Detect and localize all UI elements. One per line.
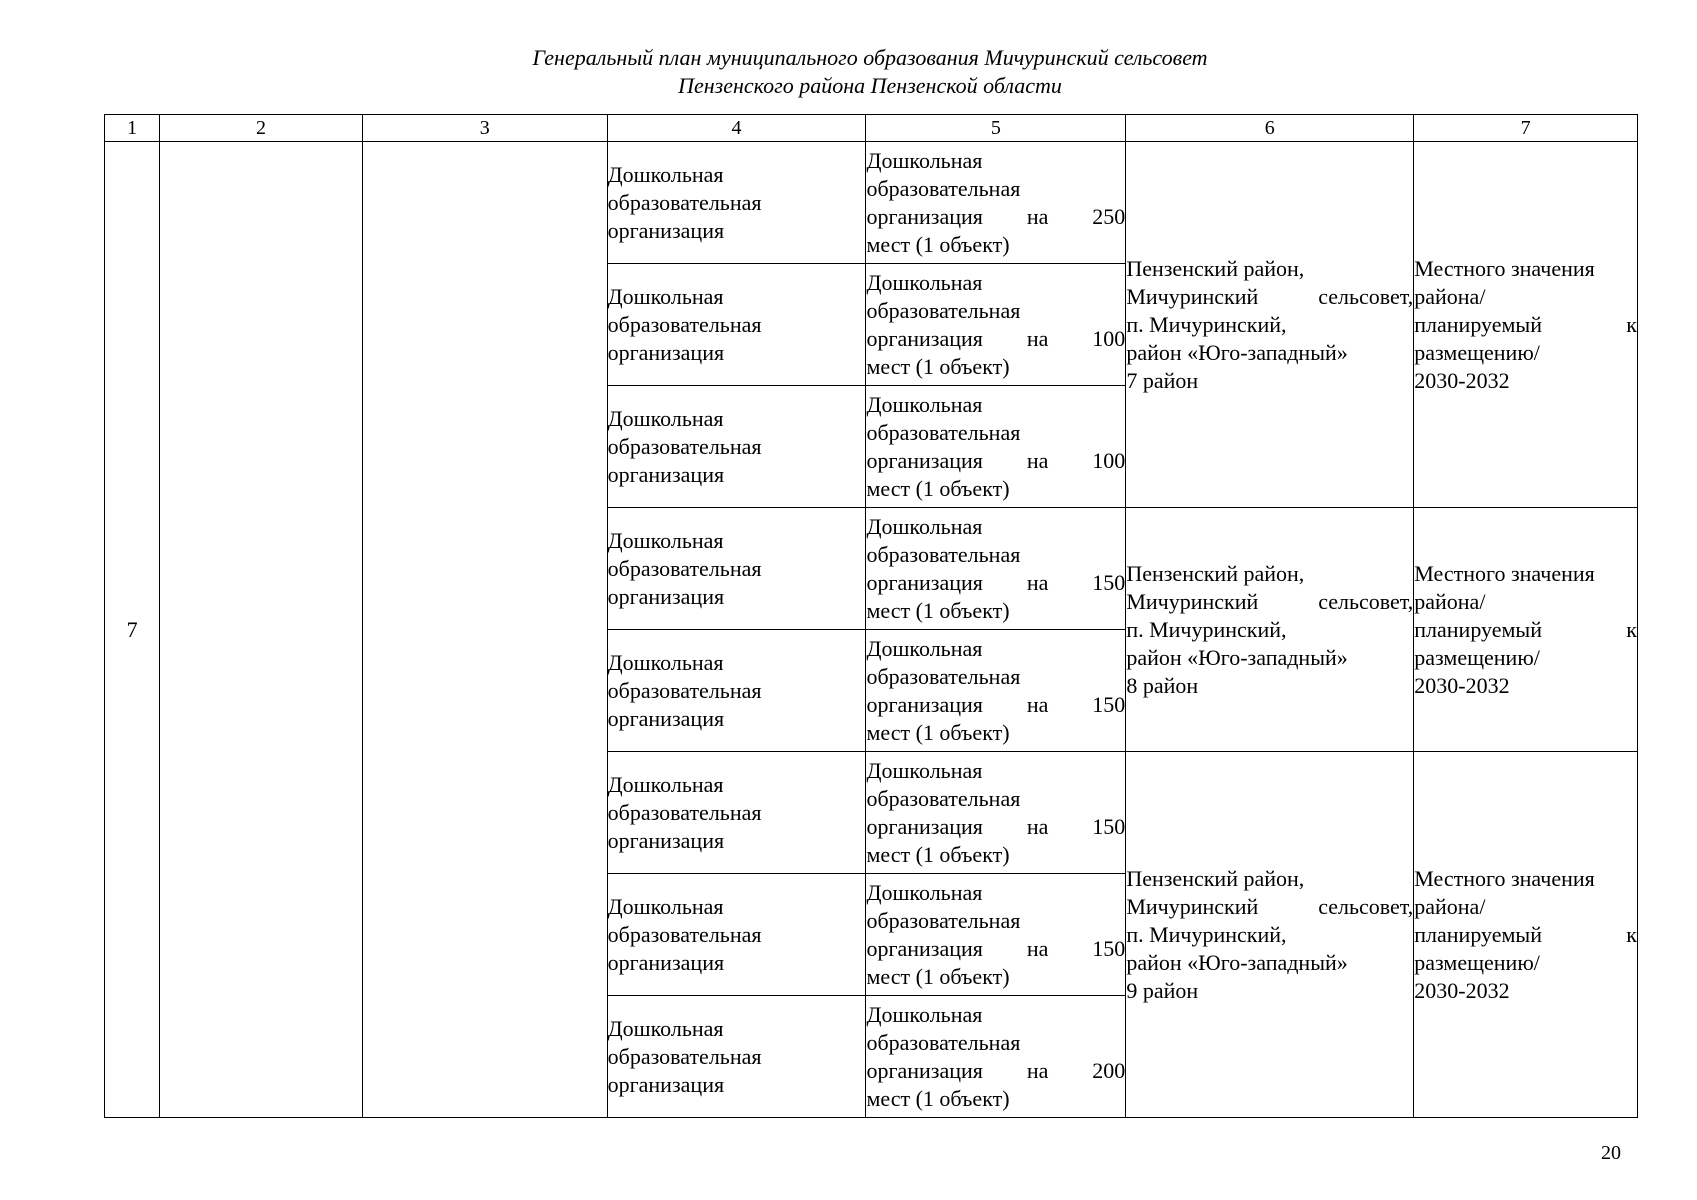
capacity-value-line [866, 1057, 1125, 1085]
capacity-line: образовательная [866, 297, 1021, 323]
status-line: 2030-2032 [1414, 672, 1510, 698]
object-capacity-cell [866, 142, 1126, 264]
status-line: района/ [1414, 893, 1486, 919]
location-cell [1126, 752, 1414, 1118]
object-name-line: образовательная [607, 921, 762, 947]
status-cell [1414, 142, 1638, 508]
object-name-line: образовательная [607, 189, 762, 215]
object-name-line: организация [607, 583, 725, 609]
capacity-value: 100 [1092, 325, 1126, 351]
status-line: размещению/ [1414, 339, 1540, 365]
capacity-value-line [866, 569, 1125, 597]
capacity-word: на [1026, 691, 1049, 717]
object-name-line: организация [607, 949, 725, 975]
object-name-line: организация [607, 827, 725, 853]
capacity-word: организация [866, 569, 983, 595]
object-name-line: организация [607, 339, 725, 365]
header-line-2: Пензенского района Пензенской области [678, 73, 1062, 98]
capacity-line: образовательная [866, 1029, 1021, 1055]
capacity-word: организация [866, 325, 983, 351]
capacity-value: 200 [1092, 1057, 1126, 1083]
capacity-value-line [866, 325, 1125, 353]
capacity-word: на [1026, 935, 1049, 961]
object-name-line: организация [607, 461, 725, 487]
capacity-word: на [1026, 325, 1049, 351]
capacity-tail: мест (1 объект) [866, 841, 1010, 867]
location-line: 8 район [1126, 672, 1199, 698]
location-cell [1126, 508, 1414, 752]
capacity-tail: мест (1 объект) [866, 963, 1010, 989]
object-capacity-cell [866, 752, 1126, 874]
location-line: район «Юго-западный» [1126, 339, 1348, 365]
location-word: Мичуринский [1126, 283, 1259, 309]
location-word: Мичуринский [1126, 588, 1259, 614]
status-word: к [1626, 616, 1637, 642]
status-line: района/ [1414, 588, 1486, 614]
capacity-value-line [866, 447, 1125, 475]
object-name-cell [607, 630, 866, 752]
capacity-tail: мест (1 объект) [866, 597, 1010, 623]
object-name-line: Дошкольная [607, 893, 724, 919]
column-number: 5 [866, 115, 1126, 142]
object-name-line: Дошкольная [607, 405, 724, 431]
location-line [1126, 893, 1413, 921]
location-word: сельсовет, [1318, 283, 1414, 309]
object-name-line: организация [607, 705, 725, 731]
object-name-cell [607, 264, 866, 386]
capacity-value: 150 [1092, 813, 1126, 839]
location-line: Пензенский район, [1126, 865, 1305, 891]
location-word: сельсовет, [1318, 588, 1414, 614]
object-name-line: образовательная [607, 555, 762, 581]
location-line: район «Юго-западный» [1126, 949, 1348, 975]
capacity-line: Дошкольная [866, 513, 983, 539]
capacity-line: Дошкольная [866, 757, 983, 783]
capacity-word: на [1026, 569, 1049, 595]
plan-table [104, 114, 1638, 1118]
capacity-value: 250 [1092, 203, 1126, 229]
status-word: планируемый [1414, 616, 1542, 642]
table-body [105, 142, 1638, 1118]
capacity-word: на [1026, 813, 1049, 839]
capacity-line: Дошкольная [866, 879, 983, 905]
capacity-line: Дошкольная [866, 147, 983, 173]
capacity-tail: мест (1 объект) [866, 353, 1010, 379]
empty-cell-col3 [362, 142, 607, 1118]
status-cell [1414, 752, 1638, 1118]
table-row [105, 142, 1638, 264]
location-line: Пензенский район, [1126, 255, 1305, 281]
capacity-value: 150 [1092, 569, 1126, 595]
status-line: размещению/ [1414, 949, 1540, 975]
capacity-value: 100 [1092, 447, 1126, 473]
capacity-value-line [866, 935, 1125, 963]
location-line [1126, 283, 1413, 311]
object-name-cell [607, 874, 866, 996]
location-word: Мичуринский [1126, 893, 1259, 919]
location-line: п. Мичуринский, [1126, 311, 1287, 337]
capacity-tail: мест (1 объект) [866, 231, 1010, 257]
object-name-line: организация [607, 1071, 725, 1097]
object-capacity-cell [866, 630, 1126, 752]
status-line: Местного значения [1414, 865, 1595, 891]
object-name-line: Дошкольная [607, 771, 724, 797]
object-name-cell [607, 996, 866, 1118]
object-name-cell [607, 752, 866, 874]
status-line: района/ [1414, 283, 1486, 309]
object-capacity-cell [866, 264, 1126, 386]
capacity-word: на [1026, 1057, 1049, 1083]
column-number: 1 [105, 115, 160, 142]
page-number: 20 [1601, 1142, 1621, 1164]
location-line: п. Мичуринский, [1126, 616, 1287, 642]
location-line: п. Мичуринский, [1126, 921, 1287, 947]
object-name-cell [607, 386, 866, 508]
column-number: 4 [607, 115, 866, 142]
object-name-line: образовательная [607, 799, 762, 825]
object-name-line: Дошкольная [607, 283, 724, 309]
status-word: планируемый [1414, 921, 1542, 947]
object-name-line: образовательная [607, 433, 762, 459]
document-header [0, 44, 1697, 100]
location-line: Пензенский район, [1126, 560, 1305, 586]
capacity-line: Дошкольная [866, 391, 983, 417]
location-line: 7 район [1126, 367, 1199, 393]
capacity-word: организация [866, 935, 983, 961]
column-number: 3 [362, 115, 607, 142]
object-name-line: Дошкольная [607, 161, 724, 187]
capacity-line: Дошкольная [866, 269, 983, 295]
capacity-word: организация [866, 813, 983, 839]
column-number: 2 [160, 115, 363, 142]
status-line: Местного значения [1414, 255, 1595, 281]
object-capacity-cell [866, 996, 1126, 1118]
capacity-value: 150 [1092, 691, 1126, 717]
capacity-value: 150 [1092, 935, 1126, 961]
status-line: 2030-2032 [1414, 977, 1510, 1003]
location-line [1126, 588, 1413, 616]
empty-cell-col2 [160, 142, 363, 1118]
location-line: 9 район [1126, 977, 1199, 1003]
location-word: сельсовет, [1318, 893, 1414, 919]
object-name-cell [607, 508, 866, 630]
status-line [1414, 311, 1637, 339]
status-line [1414, 616, 1637, 644]
capacity-line: Дошкольная [866, 635, 983, 661]
object-capacity-cell [866, 386, 1126, 508]
capacity-word: организация [866, 447, 983, 473]
object-name-cell [607, 142, 866, 264]
capacity-line: образовательная [866, 785, 1021, 811]
capacity-tail: мест (1 объект) [866, 475, 1010, 501]
status-line [1414, 921, 1637, 949]
object-capacity-cell [866, 508, 1126, 630]
capacity-value-line [866, 203, 1125, 231]
object-name-line: Дошкольная [607, 1015, 724, 1041]
capacity-word: организация [866, 203, 983, 229]
column-number-row [105, 115, 1638, 142]
location-cell [1126, 142, 1414, 508]
capacity-word: на [1026, 447, 1049, 473]
row-number: 7 [105, 142, 160, 1118]
object-name-line: образовательная [607, 677, 762, 703]
capacity-line: образовательная [866, 663, 1021, 689]
status-cell [1414, 508, 1638, 752]
capacity-word: организация [866, 1057, 983, 1083]
status-word: к [1626, 921, 1637, 947]
capacity-value-line [866, 691, 1125, 719]
capacity-tail: мест (1 объект) [866, 719, 1010, 745]
capacity-line: образовательная [866, 907, 1021, 933]
object-name-line: образовательная [607, 1043, 762, 1069]
capacity-value-line [866, 813, 1125, 841]
header-line-1: Генеральный план муниципального образования Мичуринский сельсовет [532, 45, 1208, 70]
status-word: планируемый [1414, 311, 1542, 337]
object-name-line: Дошкольная [607, 649, 724, 675]
capacity-line: Дошкольная [866, 1001, 983, 1027]
status-word: к [1626, 311, 1637, 337]
column-number: 7 [1414, 115, 1638, 142]
object-name-line: организация [607, 217, 725, 243]
location-line: район «Юго-западный» [1126, 644, 1348, 670]
capacity-word: организация [866, 691, 983, 717]
capacity-line: образовательная [866, 419, 1021, 445]
capacity-word: на [1026, 203, 1049, 229]
capacity-line: образовательная [866, 175, 1021, 201]
object-capacity-cell [866, 874, 1126, 996]
capacity-tail: мест (1 объект) [866, 1085, 1010, 1111]
status-line: размещению/ [1414, 644, 1540, 670]
capacity-line: образовательная [866, 541, 1021, 567]
status-line: 2030-2032 [1414, 367, 1510, 393]
status-line: Местного значения [1414, 560, 1595, 586]
column-number: 6 [1126, 115, 1414, 142]
object-name-line: образовательная [607, 311, 762, 337]
object-name-line: Дошкольная [607, 527, 724, 553]
